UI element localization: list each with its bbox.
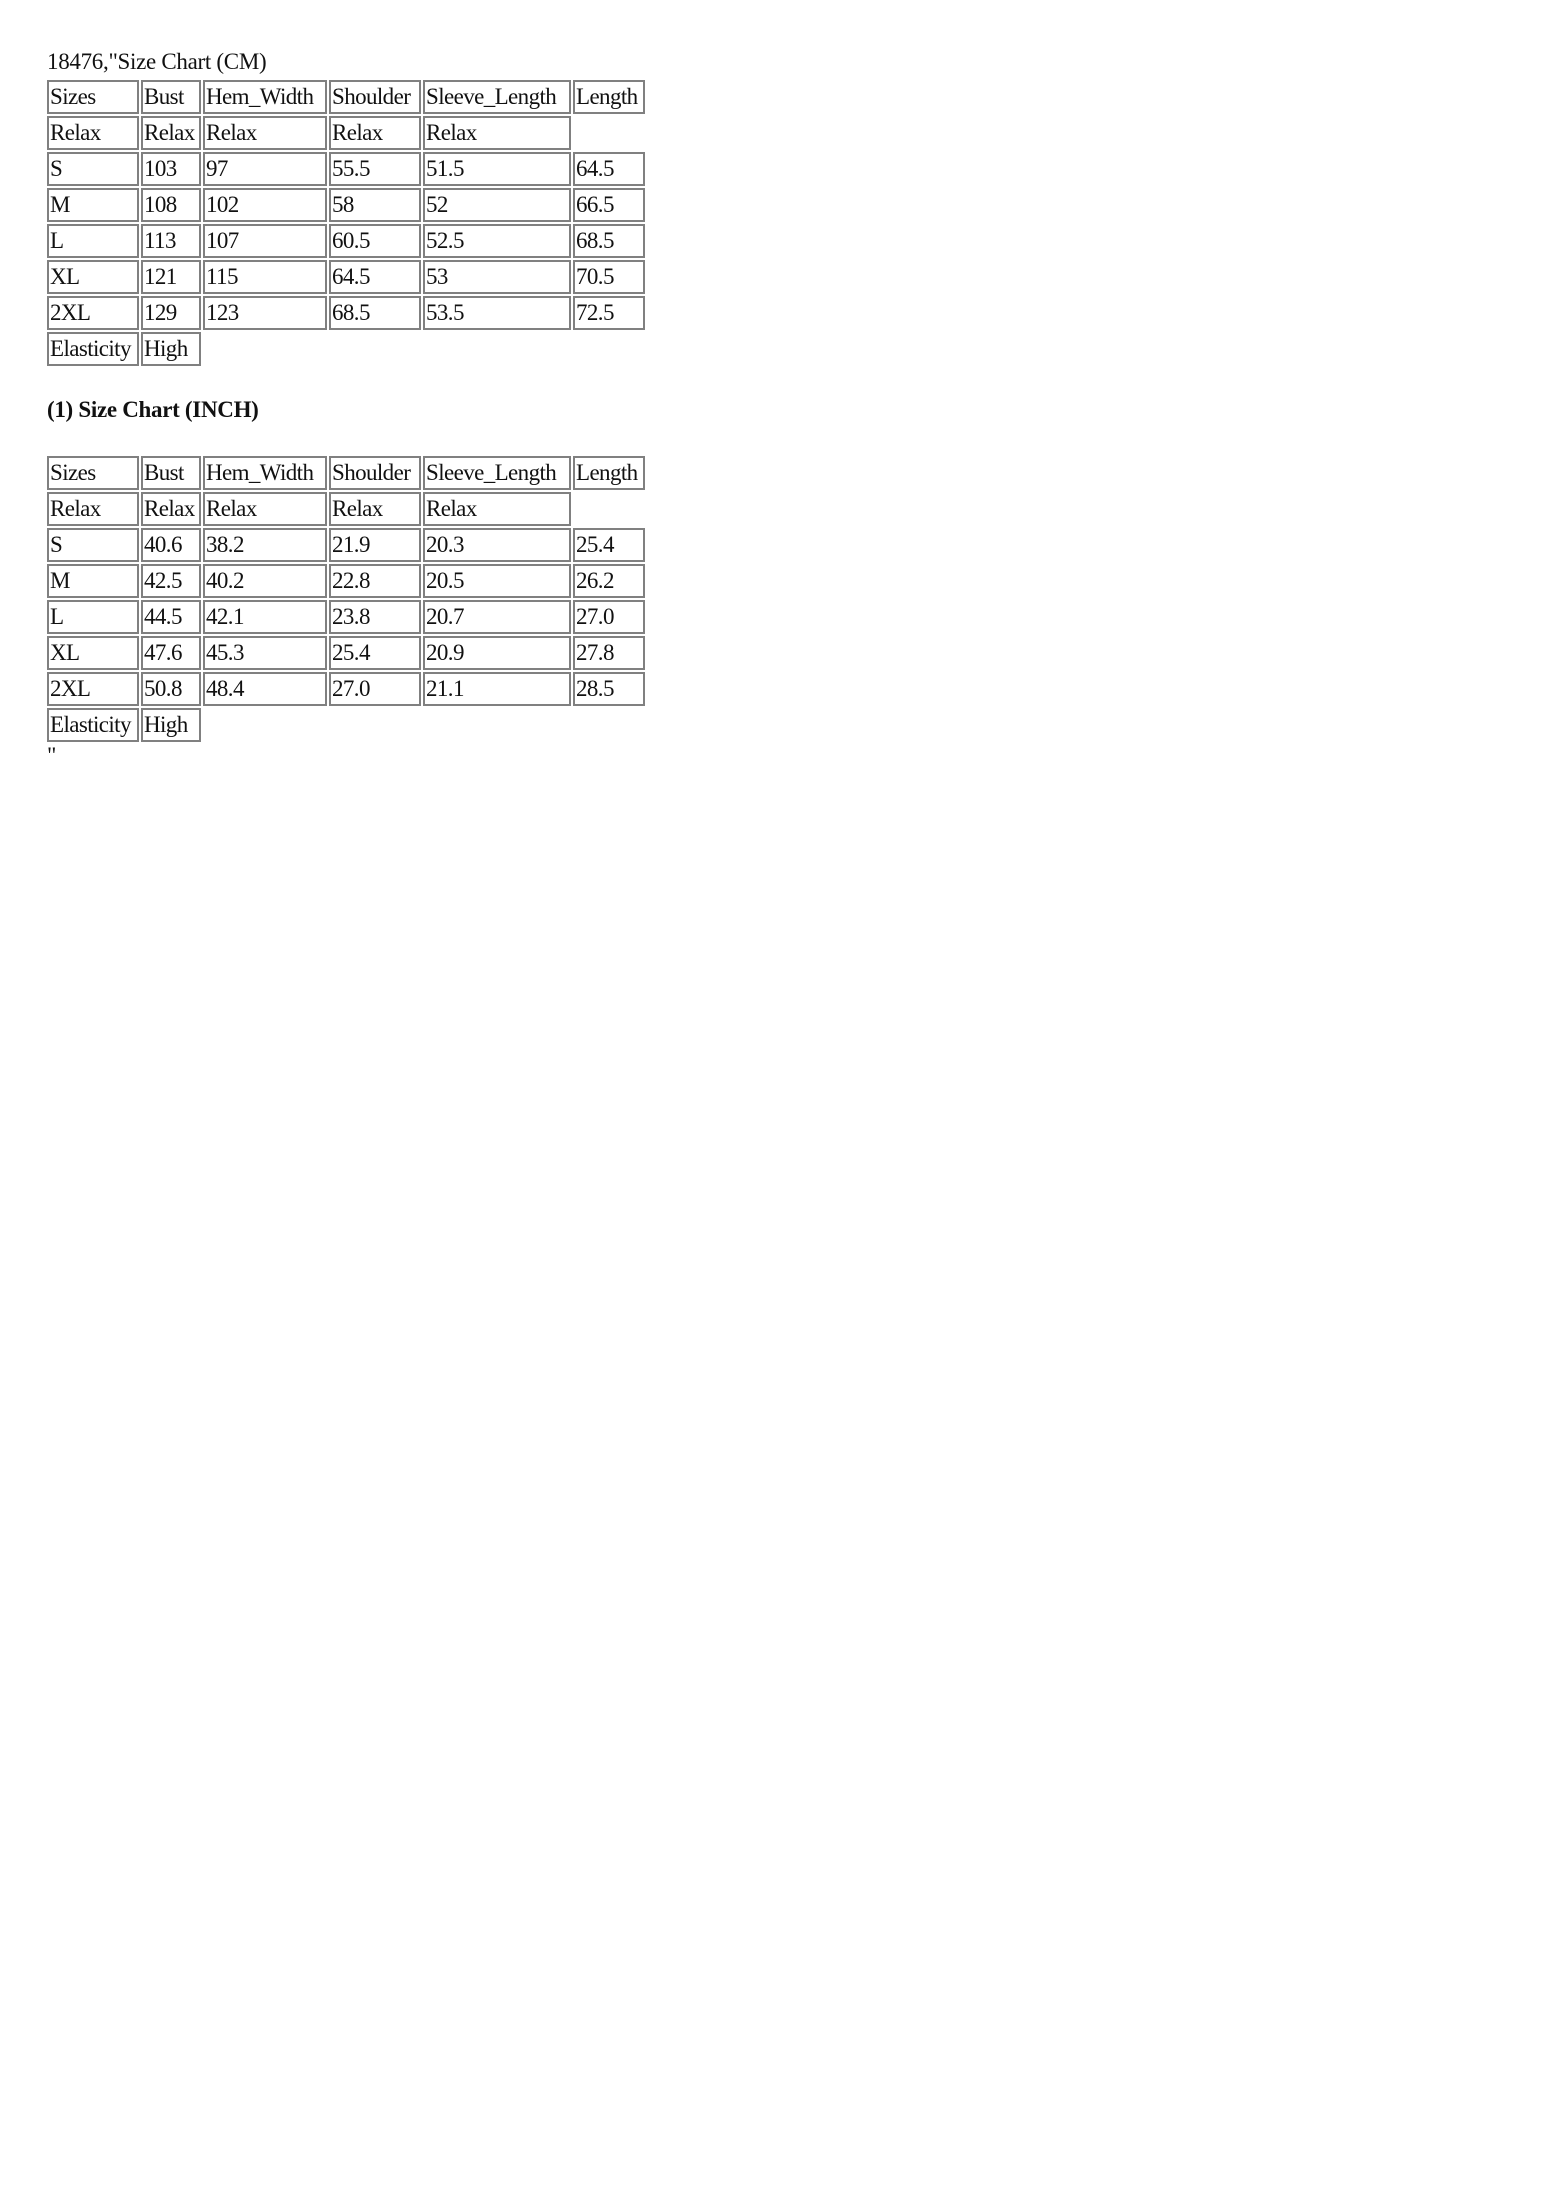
bust-cell: 121 bbox=[141, 260, 201, 294]
closing-quote: " bbox=[47, 743, 57, 768]
hem-width-cell: 48.4 bbox=[203, 672, 327, 706]
relax-row bbox=[47, 116, 645, 150]
sleeve-length-cell: 21.1 bbox=[423, 672, 571, 706]
empty-cell bbox=[329, 332, 421, 366]
relax-cell: Relax bbox=[423, 492, 571, 526]
hem-width-cell: 107 bbox=[203, 224, 327, 258]
elasticity-label: Elasticity bbox=[47, 332, 139, 366]
relax-cell: Relax bbox=[203, 116, 327, 150]
shoulder-cell: 23.8 bbox=[329, 600, 421, 634]
empty-cell bbox=[203, 332, 327, 366]
header-shoulder: Shoulder bbox=[329, 456, 421, 490]
table-row bbox=[47, 260, 645, 294]
size-label-cell: M bbox=[47, 188, 139, 222]
sleeve-length-cell: 20.3 bbox=[423, 528, 571, 562]
empty-cell bbox=[573, 708, 645, 742]
shoulder-cell: 64.5 bbox=[329, 260, 421, 294]
hem-width-cell: 123 bbox=[203, 296, 327, 330]
length-cell: 27.0 bbox=[573, 600, 645, 634]
bust-cell: 103 bbox=[141, 152, 201, 186]
bust-cell: 47.6 bbox=[141, 636, 201, 670]
elasticity-label: Elasticity bbox=[47, 708, 139, 742]
sleeve-length-cell: 52.5 bbox=[423, 224, 571, 258]
bust-cell: 113 bbox=[141, 224, 201, 258]
sleeve-length-cell: 53.5 bbox=[423, 296, 571, 330]
elasticity-value: High bbox=[141, 708, 201, 742]
length-cell: 66.5 bbox=[573, 188, 645, 222]
hem-width-cell: 97 bbox=[203, 152, 327, 186]
header-hem-width: Hem_Width bbox=[203, 456, 327, 490]
relax-cell: Relax bbox=[141, 492, 201, 526]
bust-cell: 50.8 bbox=[141, 672, 201, 706]
empty-cell bbox=[203, 708, 327, 742]
empty-cell bbox=[573, 492, 645, 526]
hem-width-cell: 115 bbox=[203, 260, 327, 294]
bust-cell: 108 bbox=[141, 188, 201, 222]
bust-cell: 129 bbox=[141, 296, 201, 330]
shoulder-cell: 21.9 bbox=[329, 528, 421, 562]
relax-cell: Relax bbox=[47, 492, 139, 526]
bust-cell: 42.5 bbox=[141, 564, 201, 598]
header-sizes: Sizes bbox=[47, 456, 139, 490]
document-page bbox=[47, 48, 647, 766]
elasticity-row bbox=[47, 708, 645, 742]
relax-cell: Relax bbox=[329, 492, 421, 526]
sleeve-length-cell: 51.5 bbox=[423, 152, 571, 186]
shoulder-cell: 60.5 bbox=[329, 224, 421, 258]
size-chart-inch-table bbox=[45, 454, 647, 744]
relax-cell: Relax bbox=[141, 116, 201, 150]
hem-width-cell: 42.1 bbox=[203, 600, 327, 634]
relax-cell: Relax bbox=[423, 116, 571, 150]
empty-cell bbox=[573, 332, 645, 366]
header-length: Length bbox=[573, 456, 645, 490]
length-cell: 70.5 bbox=[573, 260, 645, 294]
sleeve-length-cell: 53 bbox=[423, 260, 571, 294]
size-chart-cm-table bbox=[45, 78, 647, 368]
table-row bbox=[47, 528, 645, 562]
length-cell: 64.5 bbox=[573, 152, 645, 186]
cm-chart-title: 18476,"Size Chart (CM) bbox=[47, 49, 267, 74]
shoulder-cell: 55.5 bbox=[329, 152, 421, 186]
length-cell: 72.5 bbox=[573, 296, 645, 330]
sleeve-length-cell: 52 bbox=[423, 188, 571, 222]
header-sleeve-length: Sleeve_Length bbox=[423, 456, 571, 490]
size-label-cell: L bbox=[47, 600, 139, 634]
length-cell: 68.5 bbox=[573, 224, 645, 258]
header-sleeve-length: Sleeve_Length bbox=[423, 80, 571, 114]
relax-cell: Relax bbox=[203, 492, 327, 526]
inch-chart-title: (1) Size Chart (INCH) bbox=[47, 397, 259, 422]
length-cell: 28.5 bbox=[573, 672, 645, 706]
relax-cell: Relax bbox=[329, 116, 421, 150]
header-bust: Bust bbox=[141, 80, 201, 114]
bust-cell: 44.5 bbox=[141, 600, 201, 634]
shoulder-cell: 68.5 bbox=[329, 296, 421, 330]
table-row bbox=[47, 600, 645, 634]
shoulder-cell: 27.0 bbox=[329, 672, 421, 706]
header-shoulder: Shoulder bbox=[329, 80, 421, 114]
size-label-cell: S bbox=[47, 528, 139, 562]
size-label-cell: XL bbox=[47, 636, 139, 670]
hem-width-cell: 102 bbox=[203, 188, 327, 222]
elasticity-value: High bbox=[141, 332, 201, 366]
table-row bbox=[47, 152, 645, 186]
header-length: Length bbox=[573, 80, 645, 114]
shoulder-cell: 58 bbox=[329, 188, 421, 222]
hem-width-cell: 45.3 bbox=[203, 636, 327, 670]
table-header-row bbox=[47, 456, 645, 490]
table-row bbox=[47, 188, 645, 222]
sleeve-length-cell: 20.5 bbox=[423, 564, 571, 598]
table-row bbox=[47, 296, 645, 330]
header-sizes: Sizes bbox=[47, 80, 139, 114]
table-row bbox=[47, 224, 645, 258]
sleeve-length-cell: 20.9 bbox=[423, 636, 571, 670]
length-cell: 25.4 bbox=[573, 528, 645, 562]
size-label-cell: L bbox=[47, 224, 139, 258]
hem-width-cell: 40.2 bbox=[203, 564, 327, 598]
bust-cell: 40.6 bbox=[141, 528, 201, 562]
size-label-cell: XL bbox=[47, 260, 139, 294]
relax-cell: Relax bbox=[47, 116, 139, 150]
empty-cell bbox=[423, 708, 571, 742]
shoulder-cell: 25.4 bbox=[329, 636, 421, 670]
sleeve-length-cell: 20.7 bbox=[423, 600, 571, 634]
empty-cell bbox=[423, 332, 571, 366]
table-header-row bbox=[47, 80, 645, 114]
header-hem-width: Hem_Width bbox=[203, 80, 327, 114]
length-cell: 26.2 bbox=[573, 564, 645, 598]
size-label-cell: 2XL bbox=[47, 672, 139, 706]
size-label-cell: S bbox=[47, 152, 139, 186]
hem-width-cell: 38.2 bbox=[203, 528, 327, 562]
table-row bbox=[47, 564, 645, 598]
size-label-cell: M bbox=[47, 564, 139, 598]
empty-cell bbox=[573, 116, 645, 150]
header-bust: Bust bbox=[141, 456, 201, 490]
size-label-cell: 2XL bbox=[47, 296, 139, 330]
elasticity-row bbox=[47, 332, 645, 366]
length-cell: 27.8 bbox=[573, 636, 645, 670]
relax-row bbox=[47, 492, 645, 526]
shoulder-cell: 22.8 bbox=[329, 564, 421, 598]
empty-cell bbox=[329, 708, 421, 742]
table-row bbox=[47, 672, 645, 706]
table-row bbox=[47, 636, 645, 670]
